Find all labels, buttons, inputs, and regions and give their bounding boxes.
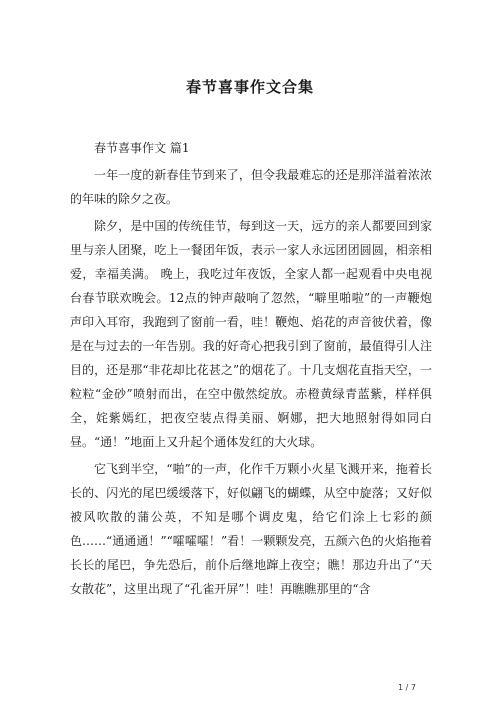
paragraph-intro: 一年一度的新春佳节到来了，但令我最难忘的还是那洋溢着浓浓的年味的除夕之夜。 (70, 168, 432, 206)
document-title: 春节喜事作文合集 (185, 78, 314, 96)
paragraph-new-year-eve: 除夕，是中国的传统佳节，每到这一天，远方的亲人都要回到家里与亲人团聚，吃上一餐团年饭，表示一家人永远团团圆圆，相亲相爱，幸福美满。 晚上，我吃过年夜饭，全家人都一起观看中央电视台春节联欢晚会。12点的钟声敲响了忽然，“噼里啪啦”的一声鞭炮声印入耳帘，我跑到了窗前一看，哇！鞭炮、焰花的声音彼伏着，像是在与过去的一年告别。我的好奇心把我引到了窗前，最值得引人注目的，还是那“非花却比花甚之”的烟花了。十几支烟花直指天空，一粒粒“金砂”喷射而出，在空中傲然绽放。赤橙黄绿青蓝紫，样样俱全，姹紫嫣红，把夜空装点得美丽、婀娜，把大地照射得如同白昼。“通！”地面上又升起个通体发红的大火球。 (70, 219, 432, 449)
document-body (70, 136, 432, 601)
paragraph-fireworks: 它飞到半空，“啪”的一声，化作千万颗小火星飞溅开来，拖着长长的、闪光的尾巴缓缓落下，好似翩飞的蝴蝶，从空中旋落；又好似被风吹散的蒲公英，不知是哪个调皮鬼，给它们涂上七彩的颜色……“通通通！”“嚯嚯嚯！”看！一颗颗发亮，五颜六色的火焰拖着长长的尾巴，争先恐后，前仆后继地蹿上夜空；瞧！那边升出了“天女散花”，这里出现了“孔雀开屏”！哇！再瞧瞧那里的“含 (70, 462, 432, 596)
section-heading: 春节喜事作文 篇1 (94, 141, 190, 155)
page-number: 1 / 7 (398, 683, 416, 692)
